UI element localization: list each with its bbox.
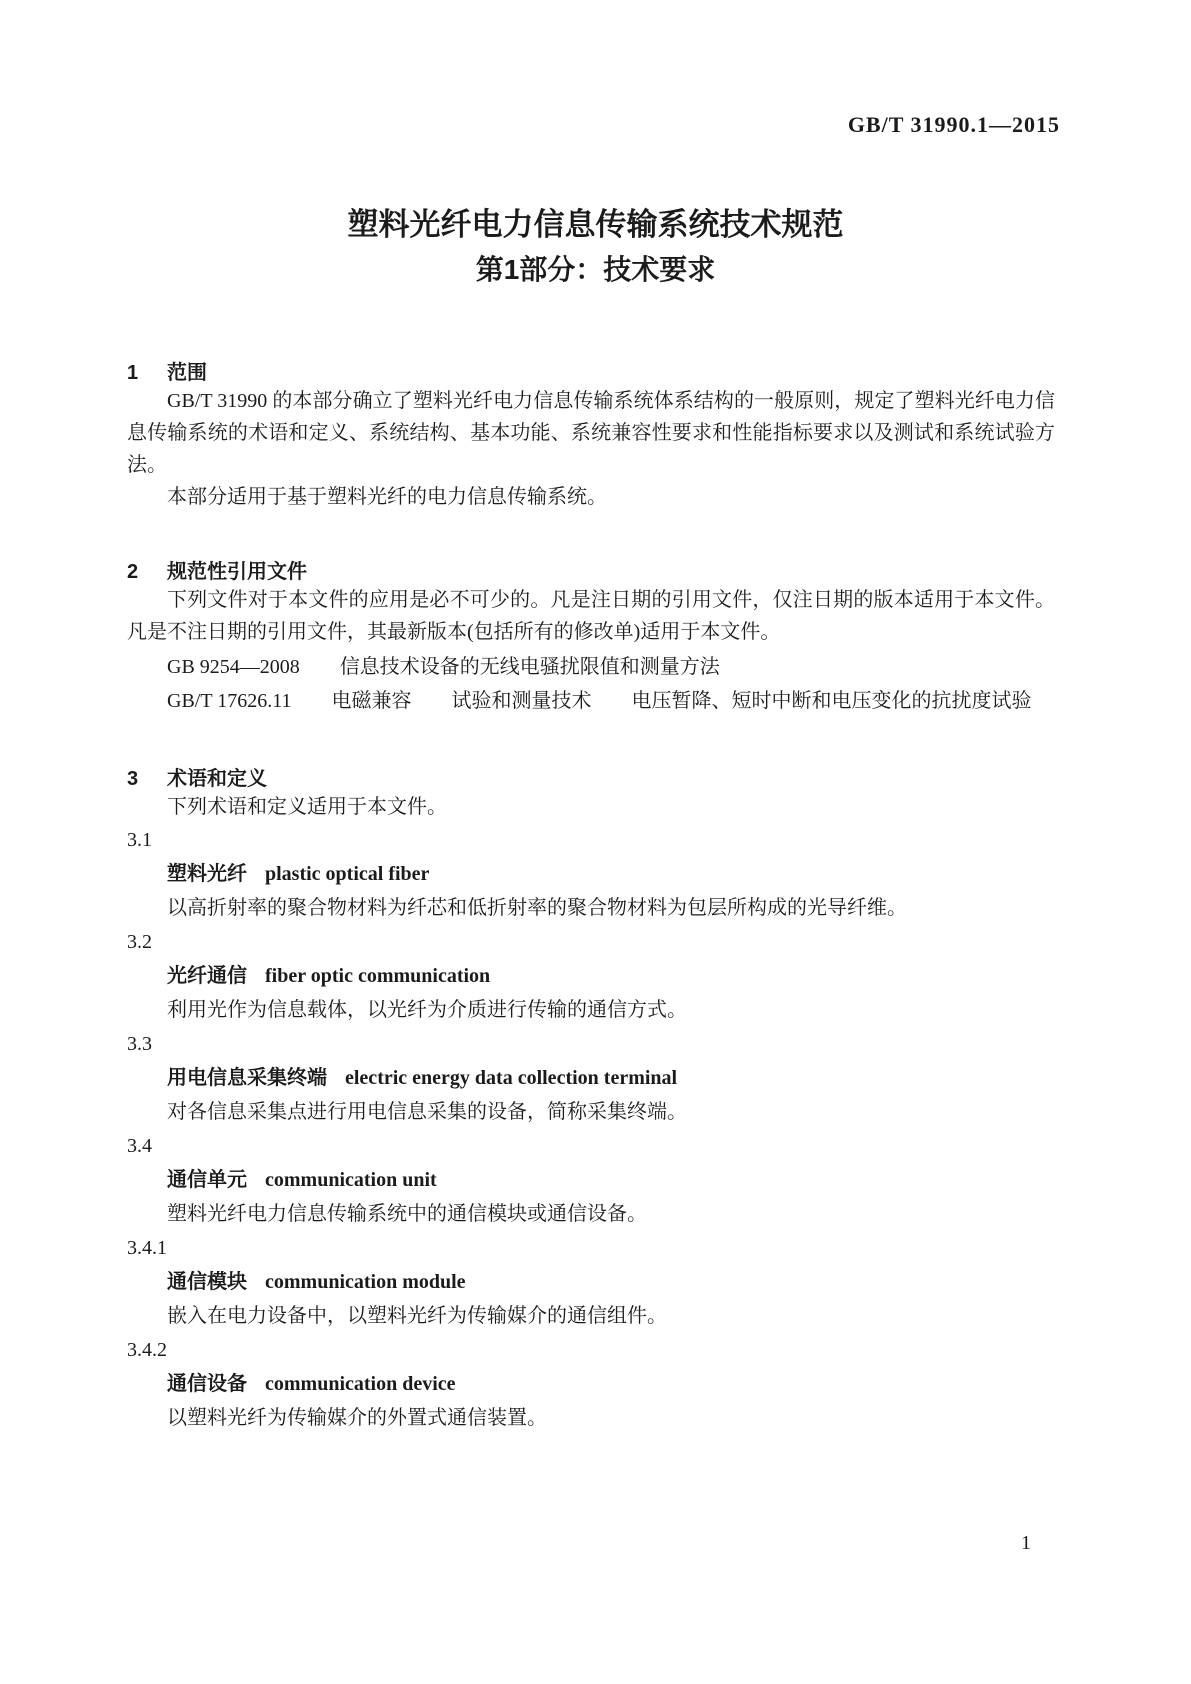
term-name-zh: 塑料光纤 (167, 863, 247, 885)
term-number: 3.3 (127, 1033, 152, 1055)
term-name-zh: 通信单元 (167, 1169, 247, 1191)
terms-intro-paragraph: 下列术语和定义适用于本文件。 (167, 796, 447, 818)
section-title: 规范性引用文件 (167, 561, 307, 583)
term-definition: 以高折射率的聚合物材料为纤芯和低折射率的聚合物材料为包层所构成的光导纤维。 (167, 897, 907, 919)
term-name-en: electric energy data collection terminal (345, 1067, 678, 1089)
term-name-en: communication unit (265, 1169, 437, 1191)
term-name (127, 1163, 1055, 1197)
term-name-zh: 光纤通信 (167, 965, 247, 987)
reference-list (127, 650, 1055, 718)
term-name (127, 959, 1055, 993)
term-entry (127, 925, 1055, 1027)
section-number: 1 (127, 362, 139, 384)
term-entry (127, 1129, 1055, 1231)
references-intro-paragraph: 下列文件对于本文件的应用是必不可少的。凡是注日期的引用文件，仅注日期的版本适用于本文件。凡是不注日期的引用文件，其最新版本(包括所有的修改单)适用于本文件。 (127, 589, 1055, 643)
standard-code: GB/T 31990.1—2015 (847, 112, 1060, 137)
page-number: 1 (1021, 1532, 1031, 1554)
term-definition: 以塑料光纤为传输媒介的外置式通信装置。 (167, 1407, 547, 1429)
term-name (127, 1367, 1055, 1401)
term-name-zh: 通信模块 (167, 1271, 247, 1293)
section-heading-terms (127, 767, 1055, 791)
reference-item: GB 9254—2008 信息技术设备的无线电骚扰限值和测量方法 (167, 656, 720, 678)
document-body (0, 361, 1191, 1435)
term-name (127, 857, 1055, 891)
section-number: 3 (127, 768, 139, 790)
term-entry (127, 1231, 1055, 1333)
term-number: 3.2 (127, 931, 152, 953)
term-number: 3.4.1 (127, 1237, 167, 1259)
title-line-1: 塑料光纤电力信息传输系统技术规范 (347, 207, 844, 242)
term-number: 3.4 (127, 1135, 152, 1157)
term-name-en: fiber optic communication (265, 965, 491, 987)
section-number: 2 (127, 561, 139, 583)
term-name-zh: 用电信息采集终端 (167, 1067, 327, 1089)
term-entry (127, 1333, 1055, 1435)
term-name-en: plastic optical fiber (265, 863, 430, 885)
section-heading-references (127, 560, 1055, 584)
term-name (127, 1265, 1055, 1299)
term-definition: 嵌入在电力设备中，以塑料光纤为传输媒介的通信组件。 (167, 1305, 667, 1327)
document-title (0, 208, 1191, 285)
section-heading-scope (127, 361, 1055, 385)
reference-item: GB/T 17626.11 电磁兼容 试验和测量技术 电压暂降、短时中断和电压变化的抗扰度试验 (167, 690, 1032, 712)
term-definition: 塑料光纤电力信息传输系统中的通信模块或通信设备。 (167, 1203, 647, 1225)
term-name (127, 1061, 1055, 1095)
title-line-2: 第1部分：技术要求 (475, 254, 716, 285)
term-definition: 利用光作为信息载体，以光纤为介质进行传输的通信方式。 (167, 999, 687, 1021)
section-title: 术语和定义 (167, 768, 267, 790)
term-definition: 对各信息采集点进行用电信息采集的设备，简称采集终端。 (167, 1101, 687, 1123)
scope-paragraph: GB/T 31990 的本部分确立了塑料光纤电力信息传输系统体系结构的一般原则，规定了塑料光纤电力信息传输系统的术语和定义、系统结构、基本功能、系统兼容性要求和性能指标要求以及测试和系统试验方法。 (127, 390, 1055, 476)
scope-paragraph: 本部分适用于基于塑料光纤的电力信息传输系统。 (167, 486, 607, 508)
section-title: 范围 (167, 362, 207, 384)
term-entry (127, 1027, 1055, 1129)
term-entry (127, 823, 1055, 925)
term-number: 3.4.2 (127, 1339, 167, 1361)
term-name-zh: 通信设备 (167, 1373, 247, 1395)
term-name-en: communication module (265, 1271, 466, 1293)
terms-list (127, 823, 1055, 1435)
term-number: 3.1 (127, 829, 152, 851)
term-name-en: communication device (265, 1373, 456, 1395)
